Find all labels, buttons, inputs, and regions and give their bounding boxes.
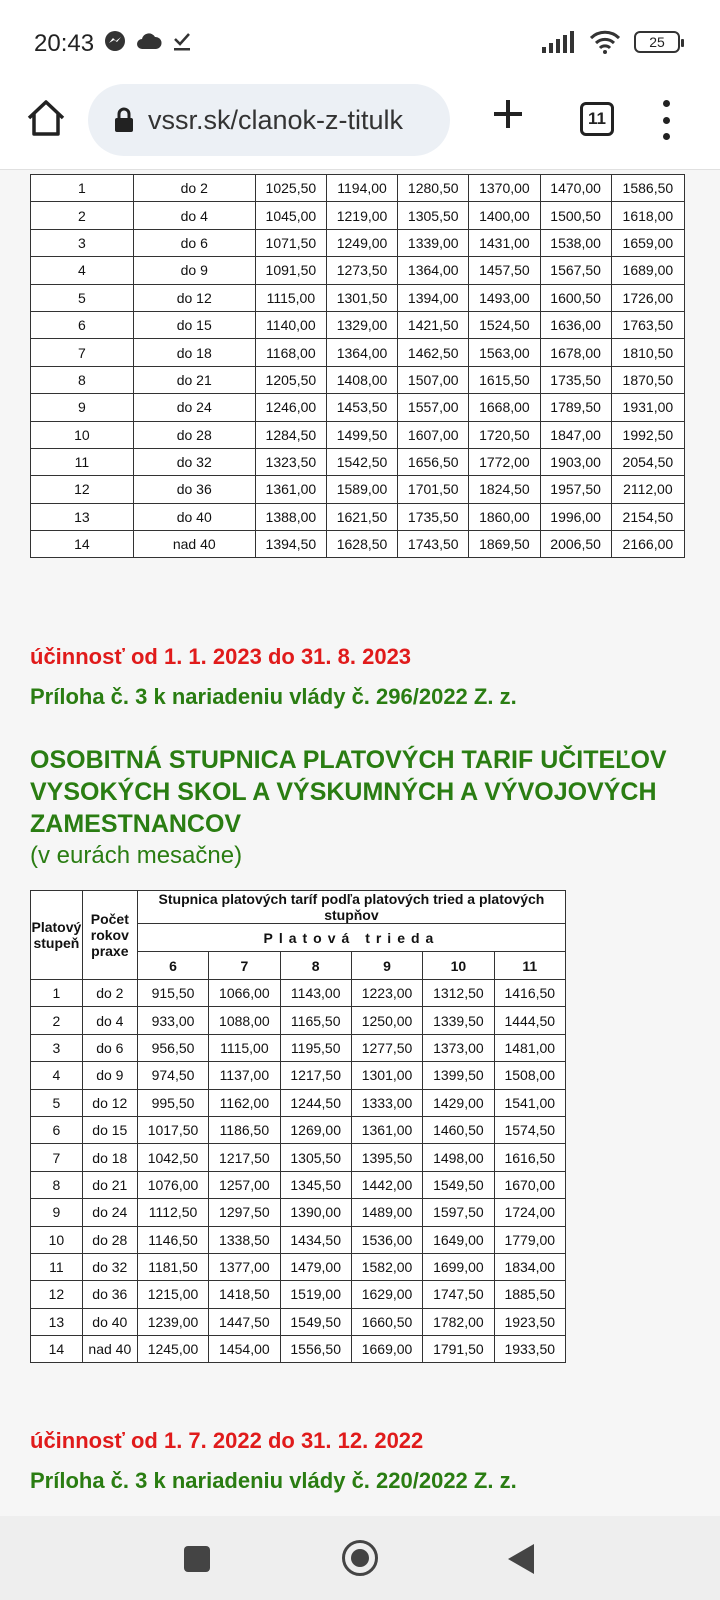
table-cell: 1071,50 <box>255 229 326 256</box>
table-cell: 1453,50 <box>326 394 397 421</box>
table-cell: 1088,00 <box>209 1007 280 1034</box>
table-row <box>31 1308 566 1335</box>
table-cell: 1508,00 <box>494 1062 565 1089</box>
table-cell: nad 40 <box>133 531 255 558</box>
table-cell: 1076,00 <box>137 1171 208 1198</box>
table-cell: 1549,50 <box>280 1308 351 1335</box>
table-row <box>31 1007 566 1034</box>
table-cell: 1442,00 <box>351 1171 422 1198</box>
table-row <box>31 1336 566 1363</box>
new-tab-button[interactable] <box>490 96 526 140</box>
header-class-8: 8 <box>280 952 351 980</box>
table-cell: 1297,50 <box>209 1199 280 1226</box>
lock-icon <box>114 107 134 133</box>
table-cell: 1870,50 <box>611 366 684 393</box>
table-cell: 10 <box>31 1226 83 1253</box>
table-cell: 1395,50 <box>351 1144 422 1171</box>
table-cell: 1460,50 <box>423 1116 494 1143</box>
table-cell: 2006,50 <box>540 531 611 558</box>
regulation-2022: Príloha č. 3 k nariadeniu vlády č. 220/2022 Z. z. <box>30 1468 517 1493</box>
scale-subheading: (v eurách mesačne) <box>30 842 243 869</box>
table-row <box>31 1062 566 1089</box>
table-cell: do 15 <box>82 1116 137 1143</box>
table-cell: 1519,00 <box>280 1281 351 1308</box>
table-cell: do 12 <box>82 1089 137 1116</box>
table-cell: 1162,00 <box>209 1089 280 1116</box>
table-cell: 1143,00 <box>280 980 351 1007</box>
table-cell: 1996,00 <box>540 503 611 530</box>
table-cell: 1400,00 <box>469 202 540 229</box>
table-cell: 1284,50 <box>255 421 326 448</box>
table-cell: 1323,50 <box>255 448 326 475</box>
table-cell: 1549,50 <box>423 1171 494 1198</box>
table-cell: 1215,00 <box>137 1281 208 1308</box>
table-row <box>31 448 685 475</box>
table-cell: 6 <box>31 1116 83 1143</box>
table-row <box>31 1199 566 1226</box>
table-cell: 1791,50 <box>423 1336 494 1363</box>
table-cell: 1245,00 <box>137 1336 208 1363</box>
table-cell: do 28 <box>82 1226 137 1253</box>
table-cell: 1618,00 <box>611 202 684 229</box>
table-cell: 11 <box>31 1253 83 1280</box>
table-cell: 7 <box>31 339 134 366</box>
table-cell: 1493,00 <box>469 284 540 311</box>
table-cell: 1782,00 <box>423 1308 494 1335</box>
table-cell: 1217,50 <box>280 1062 351 1089</box>
table-row <box>31 476 685 503</box>
table-cell: 1542,50 <box>326 448 397 475</box>
table-cell: do 32 <box>82 1253 137 1280</box>
table-cell: 1140,00 <box>255 311 326 338</box>
table-cell: 1763,50 <box>611 311 684 338</box>
table-cell: 974,50 <box>137 1062 208 1089</box>
status-bar <box>0 0 720 84</box>
table-cell: 2154,50 <box>611 503 684 530</box>
table-cell: do 36 <box>82 1281 137 1308</box>
table-cell: 1621,50 <box>326 503 397 530</box>
table-cell: 933,00 <box>137 1007 208 1034</box>
table-cell: 1597,50 <box>423 1199 494 1226</box>
table-cell: 1305,50 <box>398 202 469 229</box>
table-cell: 1223,00 <box>351 980 422 1007</box>
table-cell: 1339,50 <box>423 1007 494 1034</box>
table-row <box>31 366 685 393</box>
table-cell: 1903,00 <box>540 448 611 475</box>
table-cell: 2 <box>31 1007 83 1034</box>
table-cell: 1 <box>31 175 134 202</box>
table-cell: 1656,50 <box>398 448 469 475</box>
table-cell: 1541,00 <box>494 1089 565 1116</box>
table-cell: 1772,00 <box>469 448 540 475</box>
table-cell: 1361,00 <box>351 1116 422 1143</box>
table-cell: 1301,50 <box>326 284 397 311</box>
table-cell: do 24 <box>133 394 255 421</box>
table-cell: 9 <box>31 394 134 421</box>
table-row <box>31 503 685 530</box>
table-row <box>31 531 685 558</box>
table-cell: do 40 <box>82 1308 137 1335</box>
table-cell: 1834,00 <box>494 1253 565 1280</box>
table-cell: 1408,00 <box>326 366 397 393</box>
table-cell: 1416,50 <box>494 980 565 1007</box>
header-class-7: 7 <box>209 952 280 980</box>
table-cell: 1701,50 <box>398 476 469 503</box>
table-cell: 1462,50 <box>398 339 469 366</box>
table-cell: 1779,00 <box>494 1226 565 1253</box>
menu-icon[interactable] <box>656 100 676 140</box>
header-stupnica: Stupnica platových taríf podľa platových tried a platových stupňov <box>137 891 565 924</box>
table-row <box>31 1144 566 1171</box>
table-cell: do 12 <box>133 284 255 311</box>
table-cell: 1479,00 <box>280 1253 351 1280</box>
table-cell: 1538,00 <box>540 229 611 256</box>
table-cell: 1181,50 <box>137 1253 208 1280</box>
table-cell: 1339,00 <box>398 229 469 256</box>
table-cell: 1361,00 <box>255 476 326 503</box>
table-cell: 1257,00 <box>209 1171 280 1198</box>
table-cell: do 18 <box>133 339 255 366</box>
table-cell: 1333,00 <box>351 1089 422 1116</box>
table-cell: 12 <box>31 1281 83 1308</box>
table-cell: 1017,50 <box>137 1116 208 1143</box>
table-cell: 1669,00 <box>351 1336 422 1363</box>
table-cell: 1931,00 <box>611 394 684 421</box>
table-cell: 1628,50 <box>326 531 397 558</box>
table-cell: do 36 <box>133 476 255 503</box>
table-cell: 1280,50 <box>398 175 469 202</box>
tab-count: 11 <box>588 109 606 128</box>
table-cell: 1589,00 <box>326 476 397 503</box>
table-cell: 1500,50 <box>540 202 611 229</box>
table-row <box>31 1253 566 1280</box>
table-cell: 1636,00 <box>540 311 611 338</box>
table-cell: 1091,50 <box>255 257 326 284</box>
table-cell: 1244,50 <box>280 1089 351 1116</box>
table-cell: 8 <box>31 366 134 393</box>
table-cell: 1660,50 <box>351 1308 422 1335</box>
table-cell: 1616,50 <box>494 1144 565 1171</box>
table-cell: 1536,00 <box>351 1226 422 1253</box>
table-cell: 1556,50 <box>280 1336 351 1363</box>
table-cell: 1678,00 <box>540 339 611 366</box>
table-cell: 1557,00 <box>398 394 469 421</box>
table-cell: 1273,50 <box>326 257 397 284</box>
table-cell: 3 <box>31 1034 83 1061</box>
table-cell: 1498,00 <box>423 1144 494 1171</box>
table-cell: 1586,50 <box>611 175 684 202</box>
table-cell: 1470,00 <box>540 175 611 202</box>
table-cell: 1574,50 <box>494 1116 565 1143</box>
table-cell: 10 <box>31 421 134 448</box>
cloud-icon <box>136 31 162 51</box>
table-cell: 1194,00 <box>326 175 397 202</box>
battery-icon <box>634 31 680 53</box>
table-cell: 1345,50 <box>280 1171 351 1198</box>
table-cell: 1454,00 <box>209 1336 280 1363</box>
table-cell: 12 <box>31 476 134 503</box>
table-cell: 1338,50 <box>209 1226 280 1253</box>
regulation-2023: Príloha č. 3 k nariadeniu vlády č. 296/2022 Z. z. <box>30 684 517 709</box>
table-cell: do 9 <box>82 1062 137 1089</box>
header-pocet-rokov-praxe: Počet rokov praxe <box>82 891 137 980</box>
table-cell: 1524,50 <box>469 311 540 338</box>
table-row <box>31 229 685 256</box>
table-cell: 1444,50 <box>494 1007 565 1034</box>
table-cell: 1724,00 <box>494 1199 565 1226</box>
effective-date-2023: účinnosť od 1. 1. 2023 do 31. 8. 2023 <box>30 644 412 669</box>
table-cell: 1269,00 <box>280 1116 351 1143</box>
table-cell: 1312,50 <box>423 980 494 1007</box>
table-cell: 1824,50 <box>469 476 540 503</box>
table-cell: do 4 <box>82 1007 137 1034</box>
table-cell: 1735,50 <box>398 503 469 530</box>
table-cell: do 9 <box>133 257 255 284</box>
table-cell: 1668,00 <box>469 394 540 421</box>
table-cell: 1810,50 <box>611 339 684 366</box>
table-cell: 1388,00 <box>255 503 326 530</box>
table-cell: 14 <box>31 1336 83 1363</box>
table-cell: 2166,00 <box>611 531 684 558</box>
table-cell: 1246,00 <box>255 394 326 421</box>
header-class-6: 6 <box>137 952 208 980</box>
table-cell: 1 <box>31 980 83 1007</box>
table-cell: 1301,00 <box>351 1062 422 1089</box>
table-cell: 1364,00 <box>326 339 397 366</box>
table-cell: 1239,00 <box>137 1308 208 1335</box>
status-time: 20:43 <box>34 30 95 57</box>
table-cell: 956,50 <box>137 1034 208 1061</box>
table-row <box>31 284 685 311</box>
table-row <box>31 980 566 1007</box>
header-class-11: 11 <box>494 952 565 980</box>
table-cell: 1377,00 <box>209 1253 280 1280</box>
url-text[interactable]: vssr.sk/clanok-z-titulk <box>148 104 404 135</box>
table-cell: 1277,50 <box>351 1034 422 1061</box>
tabs-icon[interactable] <box>580 102 614 136</box>
table-row <box>31 1281 566 1308</box>
salary-table-2023 <box>30 890 566 1363</box>
messenger-icon <box>104 30 126 52</box>
table-cell: do 24 <box>82 1199 137 1226</box>
table-cell: 13 <box>31 503 134 530</box>
table-cell: 1481,00 <box>494 1034 565 1061</box>
table-cell: 1115,00 <box>209 1034 280 1061</box>
header-class-9: 9 <box>351 952 422 980</box>
table-cell: 1329,00 <box>326 311 397 338</box>
table-cell: 1205,50 <box>255 366 326 393</box>
table-cell: 1429,00 <box>423 1089 494 1116</box>
table-cell: 1747,50 <box>423 1281 494 1308</box>
table-row <box>31 1171 566 1198</box>
table-cell: 8 <box>31 1171 83 1198</box>
table-cell: 13 <box>31 1308 83 1335</box>
table-row <box>31 257 685 284</box>
table-cell: 1726,00 <box>611 284 684 311</box>
signal-icon <box>542 31 576 53</box>
table-cell: 1499,50 <box>326 421 397 448</box>
table-cell: 4 <box>31 257 134 284</box>
table-row <box>31 394 685 421</box>
table-cell: 1112,50 <box>137 1199 208 1226</box>
table-cell: 1649,00 <box>423 1226 494 1253</box>
table-cell: 9 <box>31 1199 83 1226</box>
table-row <box>31 1116 566 1143</box>
table-cell: 1457,50 <box>469 257 540 284</box>
table-cell: 1689,00 <box>611 257 684 284</box>
table-cell: do 18 <box>82 1144 137 1171</box>
recent-apps-icon[interactable] <box>184 1546 210 1572</box>
status-system-icons <box>542 30 680 54</box>
table-cell: 1431,00 <box>469 229 540 256</box>
home-circle-icon[interactable] <box>342 1540 378 1576</box>
table-cell: do 6 <box>82 1034 137 1061</box>
table-row <box>31 1034 566 1061</box>
table-cell: 1489,00 <box>351 1199 422 1226</box>
table-cell: 1957,50 <box>540 476 611 503</box>
table-cell: 1373,00 <box>423 1034 494 1061</box>
table-cell: 1789,50 <box>540 394 611 421</box>
table-cell: 1607,00 <box>398 421 469 448</box>
table-cell: 14 <box>31 531 134 558</box>
status-notification-icons <box>104 30 192 52</box>
table-cell: 1195,50 <box>280 1034 351 1061</box>
table-cell: 7 <box>31 1144 83 1171</box>
table-cell: 1507,00 <box>398 366 469 393</box>
table-cell: 1250,00 <box>351 1007 422 1034</box>
table-cell: 1600,50 <box>540 284 611 311</box>
table-cell: 5 <box>31 284 134 311</box>
table-cell: 1042,50 <box>137 1144 208 1171</box>
table-cell: 1567,50 <box>540 257 611 284</box>
table-cell: 1249,00 <box>326 229 397 256</box>
table-cell: do 32 <box>133 448 255 475</box>
table-cell: 915,50 <box>137 980 208 1007</box>
table-cell: 1399,50 <box>423 1062 494 1089</box>
table-cell: 1670,00 <box>494 1171 565 1198</box>
table-cell: 1735,50 <box>540 366 611 393</box>
table-cell: 1025,50 <box>255 175 326 202</box>
back-icon[interactable] <box>508 1544 534 1574</box>
table-cell: 995,50 <box>137 1089 208 1116</box>
table-cell: do 21 <box>133 366 255 393</box>
table-cell: 1860,00 <box>469 503 540 530</box>
table-cell: 2054,50 <box>611 448 684 475</box>
table-cell: 1582,00 <box>351 1253 422 1280</box>
table-cell: 1885,50 <box>494 1281 565 1308</box>
system-nav-bar <box>0 1516 720 1600</box>
wifi-icon <box>590 30 620 54</box>
table-cell: 1045,00 <box>255 202 326 229</box>
download-done-icon <box>172 30 192 52</box>
table-cell: 1137,00 <box>209 1062 280 1089</box>
table-cell: 1615,50 <box>469 366 540 393</box>
table-cell: 1394,50 <box>255 531 326 558</box>
table-cell: 6 <box>31 311 134 338</box>
table-cell: 1699,00 <box>423 1253 494 1280</box>
battery-level: 25 <box>649 34 665 50</box>
browser-toolbar <box>0 84 720 170</box>
table-cell: do 21 <box>82 1171 137 1198</box>
table-cell: nad 40 <box>82 1336 137 1363</box>
scale-heading: OSOBITNÁ STUPNICA PLATOVÝCH TARIF UČITEĽOV VYSOKÝCH SKOL A VÝSKUMNÝCH A VÝVOJOVÝCH ZAMESTNANCOV <box>30 746 667 838</box>
table-cell: 1743,50 <box>398 531 469 558</box>
table-cell: 1370,00 <box>469 175 540 202</box>
table-cell: 1168,00 <box>255 339 326 366</box>
table-cell: 1390,00 <box>280 1199 351 1226</box>
effective-date-2022: účinnosť od 1. 7. 2022 do 31. 12. 2022 <box>30 1428 424 1453</box>
table-cell: 1869,50 <box>469 531 540 558</box>
header-platova-trieda: Platová trieda <box>137 924 565 952</box>
table-row <box>31 202 685 229</box>
home-icon[interactable] <box>24 96 68 140</box>
table-cell: 1659,00 <box>611 229 684 256</box>
table-cell: 11 <box>31 448 134 475</box>
table-cell: 5 <box>31 1089 83 1116</box>
table-cell: 1923,50 <box>494 1308 565 1335</box>
table-row <box>31 1089 566 1116</box>
table-cell: 1629,00 <box>351 1281 422 1308</box>
table-cell: 1434,50 <box>280 1226 351 1253</box>
table-row <box>31 421 685 448</box>
table-cell: 1447,50 <box>209 1308 280 1335</box>
table-row <box>31 175 685 202</box>
table-cell: 1186,50 <box>209 1116 280 1143</box>
table-cell: do 4 <box>133 202 255 229</box>
table-row <box>31 1226 566 1253</box>
table-cell: do 40 <box>133 503 255 530</box>
table-cell: do 6 <box>133 229 255 256</box>
table-cell: 1364,00 <box>398 257 469 284</box>
table-cell: 1115,00 <box>255 284 326 311</box>
table-cell: 2112,00 <box>611 476 684 503</box>
table-row <box>31 311 685 338</box>
table-cell: 1066,00 <box>209 980 280 1007</box>
table-cell: 3 <box>31 229 134 256</box>
table-cell: do 2 <box>133 175 255 202</box>
table-cell: 1305,50 <box>280 1144 351 1171</box>
plus-icon <box>490 96 526 132</box>
table-cell: 1219,00 <box>326 202 397 229</box>
table-row <box>31 339 685 366</box>
table-cell: 1418,50 <box>209 1281 280 1308</box>
table-cell: 1563,00 <box>469 339 540 366</box>
page-content <box>0 170 720 1516</box>
table-cell: 1146,50 <box>137 1226 208 1253</box>
table-cell: 1847,00 <box>540 421 611 448</box>
table-cell: 4 <box>31 1062 83 1089</box>
address-bar[interactable] <box>88 84 450 156</box>
table-cell: 1933,50 <box>494 1336 565 1363</box>
table-cell: do 28 <box>133 421 255 448</box>
table-cell: do 2 <box>82 980 137 1007</box>
table-cell: 1992,50 <box>611 421 684 448</box>
table-cell: 1165,50 <box>280 1007 351 1034</box>
table-cell: 1217,50 <box>209 1144 280 1171</box>
table-cell: 1421,50 <box>398 311 469 338</box>
table-cell: do 15 <box>133 311 255 338</box>
salary-table-previous <box>30 174 685 558</box>
header-platovy-stupen: Platový stupeň <box>31 891 83 980</box>
table-cell: 2 <box>31 202 134 229</box>
table-cell: 1394,00 <box>398 284 469 311</box>
table-cell: 1720,50 <box>469 421 540 448</box>
header-class-10: 10 <box>423 952 494 980</box>
